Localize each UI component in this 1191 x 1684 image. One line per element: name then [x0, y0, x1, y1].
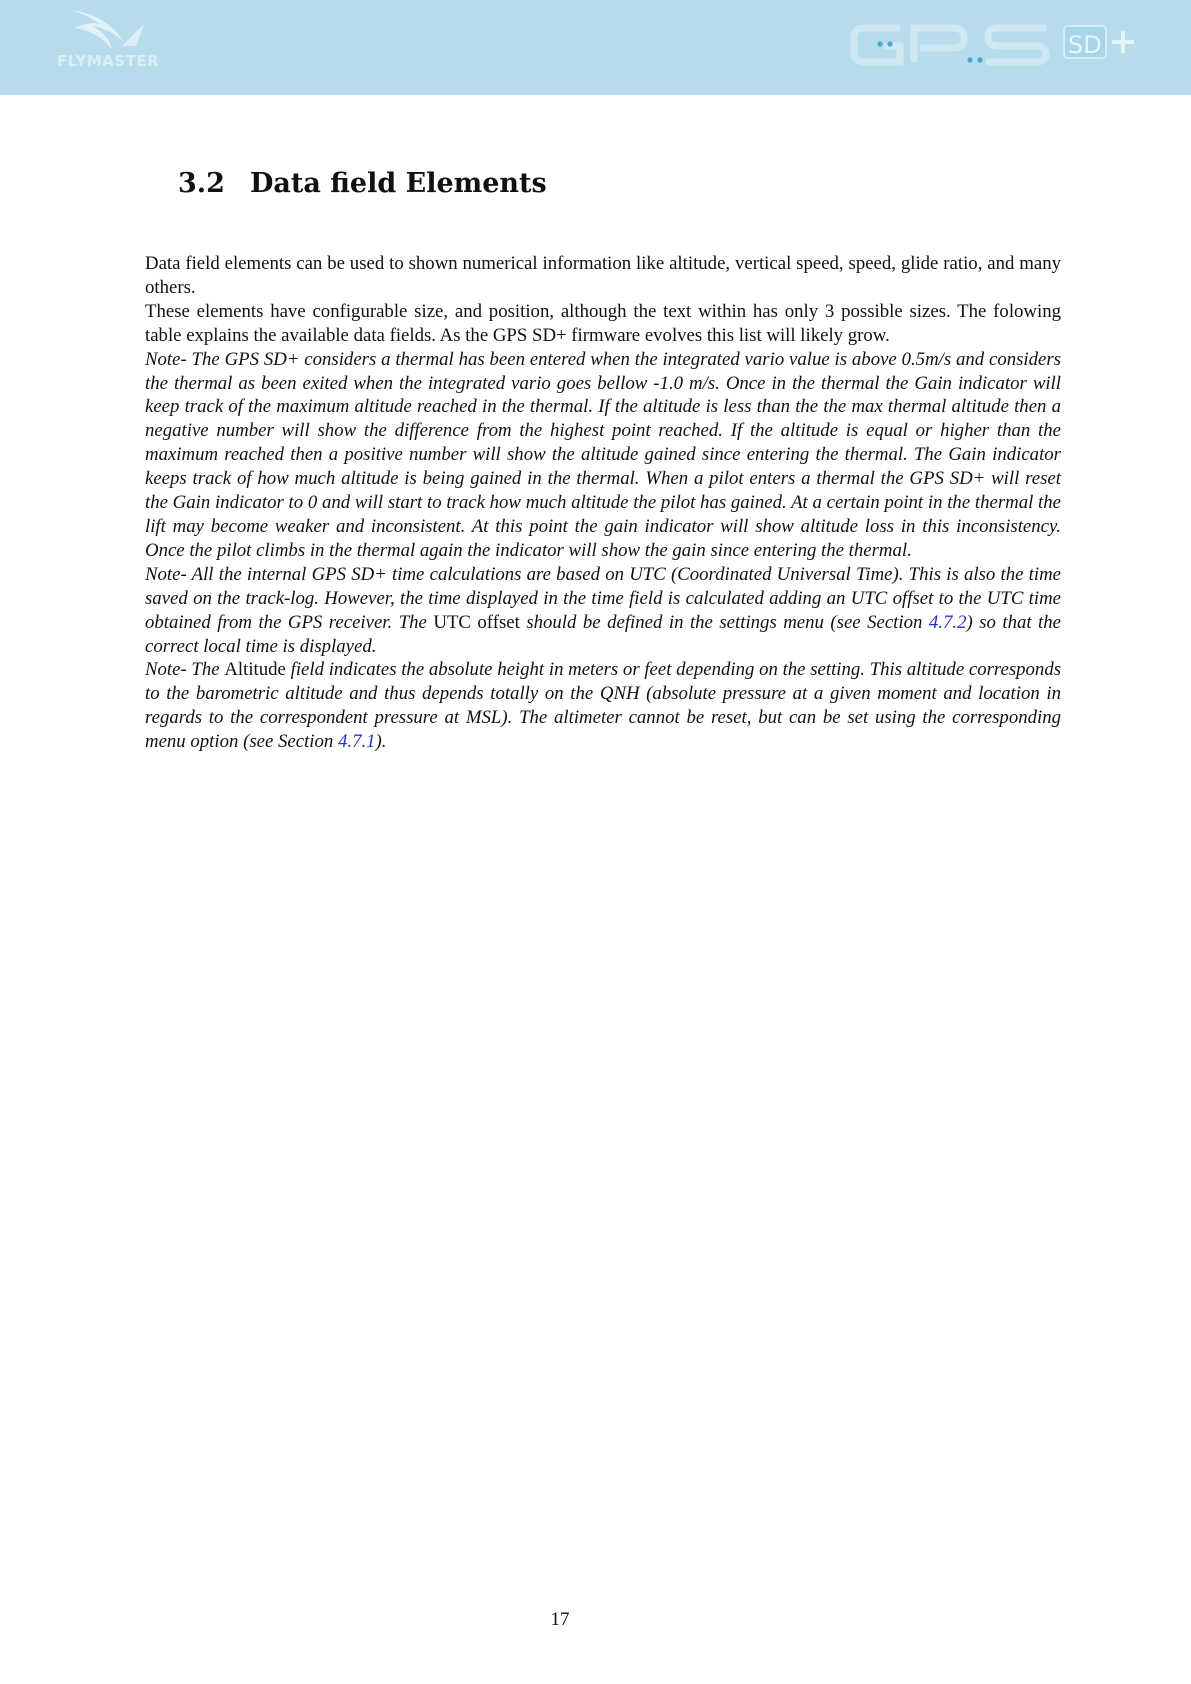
- section-title: Data field Elements: [250, 168, 547, 199]
- flymaster-wordmark: FLYMASTER: [57, 52, 160, 70]
- note-thermal-gain: Note- The GPS SD+ considers a thermal has been entered when the integrated vario value is above 0.5m/s and considers the thermal as been exited when the integrated vario goes bellow -1.0 m/s. Once in the thermal the Gain indicator will keep track of the maximum altitude reached in the thermal. If the altitude is less than the the max thermal altitude then a negative number will show the difference from the highest point reached. If the altitude is equal or higher than the maximum reached then a positive number will show the altitude gained since entering the thermal. The Gain indicator keeps track of how much altitude is being gained in the thermal. When a pilot enters a thermal the GPS SD+ will reset the Gain indicator to 0 and will start to track how much altitude the pilot has gained. At a certain point in the thermal the lift may become weaker and inconsistent. At this point the gain indicator will show altitude loss in this inconsistency. Once the pilot climbs in the thermal again the indicator will show the gain since entering the thermal.: [145, 348, 1061, 561]
- sd-badge-text: SD: [1068, 31, 1102, 59]
- section-link-4-7-1[interactable]: 4.7.1: [337, 731, 376, 753]
- body-text: [145, 252, 1061, 754]
- section-heading: [178, 168, 547, 199]
- gps-sd-plus-logo-icon: [850, 22, 1140, 66]
- paragraph-intro: Data field elements can be used to shown numerical information like altitude, vertical speed, speed, glide ratio, and many others.: [145, 253, 1061, 298]
- section-link-4-7-2[interactable]: 4.7.2: [928, 611, 967, 633]
- header-band: [0, 0, 1191, 95]
- note-utc-time: Note- All the internal GPS SD+ time calculations are based on UTC (Coordinated Universal Time). This is also the time saved on the track-log. However, the time displayed in the time field is calculated adding an UTC offset to the UTC time obtained from the GPS receiver. The UTC offset should be defined in the settings menu (see Section 4.7.2) so that the correct local time is displayed.: [145, 563, 1062, 657]
- paragraph-sizes: These elements have configurable size, and position, although the text within has only 3 possible sizes. The folowing table explains the available data fields. As the GPS SD+ firmware evolves this list will likely grow.: [145, 300, 1061, 346]
- note-altitude-field: Note- The Altitude field indicates the absolute height in meters or feet depending on the setting. This altitude corresponds to the barometric altitude and thus depends totally on the QNH (absolute pressure at a given moment and location in regards to the correspondent pressure at MSL). The altimeter cannot be reset, but can be set using the corresponding menu option (see Section 4.7.1).: [145, 659, 1062, 753]
- section-number: 3.2: [178, 168, 225, 199]
- page-number: 17: [550, 1609, 570, 1630]
